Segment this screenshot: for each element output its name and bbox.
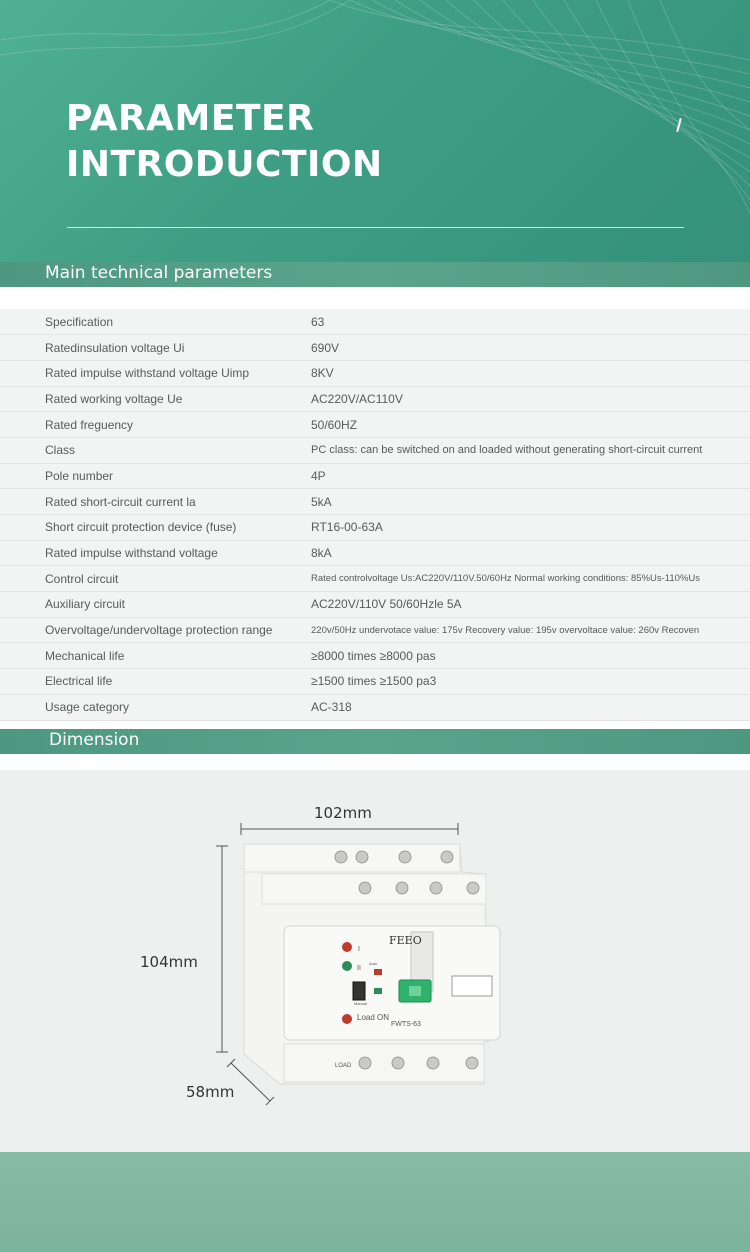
table-row <box>0 386 750 412</box>
page-title <box>66 96 383 188</box>
parameters-table <box>0 309 750 721</box>
table-row <box>0 694 750 720</box>
param-key: Rated impulse withstand voltage <box>0 540 311 566</box>
table-row <box>0 643 750 669</box>
param-key: Rated impulse withstand voltage Uimp <box>0 360 311 386</box>
table-row <box>0 360 750 386</box>
param-value: 8KV <box>311 360 750 386</box>
device-brand: FEEO <box>389 934 422 947</box>
footer-band <box>0 1152 750 1252</box>
table-row <box>0 566 750 592</box>
device-manual-label: Manual <box>354 1001 368 1006</box>
param-value: 220v/50Hz undervotace value: 175v Recovery value: 195v overvoltace value: 260v Recoven <box>311 617 750 643</box>
param-value: 5kA <box>311 489 750 515</box>
param-key: Short circuit protection device (fuse) <box>0 515 311 541</box>
device-illustration <box>0 754 750 1152</box>
table-row <box>0 669 750 695</box>
title-line-1: PARAMETER <box>66 98 315 139</box>
param-key: Overvoltage/undervoltage protection range <box>0 617 311 643</box>
param-value: ≥8000 times ≥8000 pas <box>311 643 750 669</box>
param-key: Mechanical life <box>0 643 311 669</box>
param-key: Rated freguency <box>0 412 311 438</box>
table-row <box>0 617 750 643</box>
table-row <box>0 592 750 618</box>
param-value: 50/60HZ <box>311 412 750 438</box>
param-key: Pole number <box>0 463 311 489</box>
device-model: FWTS-63 <box>391 1021 421 1028</box>
param-value: AC220V/110V 50/60Hzle 5A <box>311 592 750 618</box>
param-value: 8kA <box>311 540 750 566</box>
param-value: Rated controlvoltage Us:AC220V/110V.50/60Hz Normal working conditions: 85%Us-110%Us <box>311 566 750 592</box>
table-row <box>0 515 750 541</box>
param-value: 4P <box>311 463 750 489</box>
spacer <box>0 287 750 309</box>
dimension-area <box>0 754 750 1152</box>
width-label: 102mm <box>314 804 372 822</box>
param-key: Control circuit <box>0 566 311 592</box>
device-ii-label: II <box>357 965 361 972</box>
param-value: 63 <box>311 309 750 335</box>
param-value: ≥1500 times ≥1500 pa3 <box>311 669 750 695</box>
param-key: Rated working voltage Ue <box>0 386 311 412</box>
section-title-params: Main technical parameters <box>45 263 273 283</box>
depth-label: 58mm <box>186 1083 235 1101</box>
table-row <box>0 463 750 489</box>
param-value: RT16-00-63A <box>311 515 750 541</box>
section-header-dimension <box>0 729 750 754</box>
param-key: Specification <box>0 309 311 335</box>
hero-divider <box>67 227 684 228</box>
param-value: AC220V/AC110V <box>311 386 750 412</box>
width-dimension-line <box>241 823 458 835</box>
param-key: Usage category <box>0 694 311 720</box>
table-row <box>0 335 750 361</box>
section-header-params <box>0 262 750 287</box>
table-row <box>0 437 750 463</box>
section-title-dimension: Dimension <box>49 730 140 750</box>
table-row <box>0 412 750 438</box>
param-key: Class <box>0 437 311 463</box>
param-value: PC class: can be switched on and loaded without generating short-circuit current <box>311 437 750 463</box>
param-value: AC-318 <box>311 694 750 720</box>
param-key: Ratedinsulation voltage Ui <box>0 335 311 361</box>
device-auto-label: Auto <box>369 961 378 966</box>
device-i-label: I <box>358 946 360 953</box>
device-load-label: Load ON <box>357 1013 390 1022</box>
height-label: 104mm <box>140 953 198 971</box>
param-key: Electrical life <box>0 669 311 695</box>
title-line-2: INTRODUCTION <box>66 144 383 185</box>
device-bottom-label: LOAD <box>335 1063 352 1069</box>
table-row <box>0 540 750 566</box>
table-row <box>0 309 750 335</box>
param-key: Auxiliary circuit <box>0 592 311 618</box>
hero-banner <box>0 0 750 262</box>
param-value: 690V <box>311 335 750 361</box>
param-key: Rated short-circuit current la <box>0 489 311 515</box>
table-row <box>0 489 750 515</box>
height-dimension-line <box>216 846 228 1052</box>
